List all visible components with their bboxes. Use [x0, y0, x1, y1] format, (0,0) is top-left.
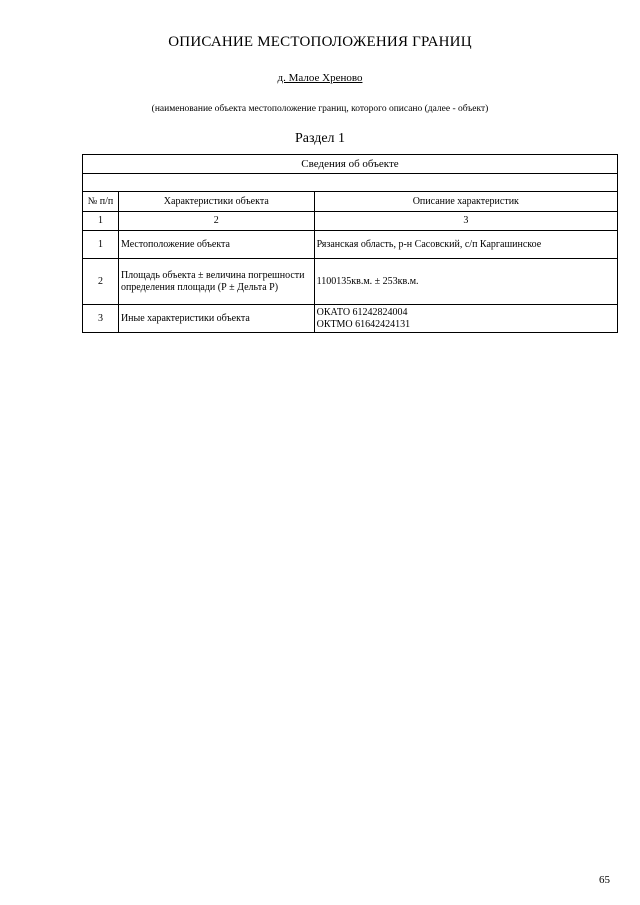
row-description: Рязанская область, р-н Сасовский, с/п Каргашинское: [314, 231, 617, 259]
row-number: 3: [83, 305, 119, 333]
oktmo-code: ОКТМО 61642424131: [316, 318, 411, 330]
column-number: 2: [118, 212, 314, 231]
column-header-characteristic: Характеристики объекта: [118, 192, 314, 212]
document-title: ОПИСАНИЕ МЕСТОПОЛОЖЕНИЯ ГРАНИЦ: [168, 34, 472, 50]
row-characteristic: Местоположение объекта: [118, 231, 314, 259]
page-number: 65: [599, 874, 610, 886]
place-caption-note: (наименование объекта местоположение границ, которого описано (далее - объект): [151, 104, 489, 114]
row-characteristic: Иные характеристики объекта: [118, 305, 314, 333]
table-header-row: [83, 192, 618, 212]
table-row: [83, 305, 618, 333]
table-row: [83, 231, 618, 259]
row-characteristic: Площадь объекта ± величина погрешности определения площади (Р ± Дельта Р): [118, 259, 314, 305]
table-title-row: [83, 155, 618, 174]
row-number: 1: [83, 231, 119, 259]
row-description: [314, 305, 617, 333]
section-heading: Раздел 1: [294, 131, 346, 146]
table-column-number-row: [83, 212, 618, 231]
column-number: 1: [83, 212, 119, 231]
okato-code: ОКАТО 61242824004: [316, 306, 408, 318]
column-header-description: Описание характеристик: [314, 192, 617, 212]
table-title: Сведения об объекте: [83, 155, 618, 174]
row-number: 2: [83, 259, 119, 305]
object-info-table: [82, 154, 618, 333]
table-blank-row: [83, 174, 618, 192]
column-number: 3: [314, 212, 617, 231]
row-description: 1100135кв.м. ± 253кв.м.: [314, 259, 617, 305]
table-blank-cell: [83, 174, 618, 192]
column-header-num: № п/п: [83, 192, 119, 212]
object-place-name: д. Малое Хреново: [277, 72, 363, 84]
table-row: [83, 259, 618, 305]
